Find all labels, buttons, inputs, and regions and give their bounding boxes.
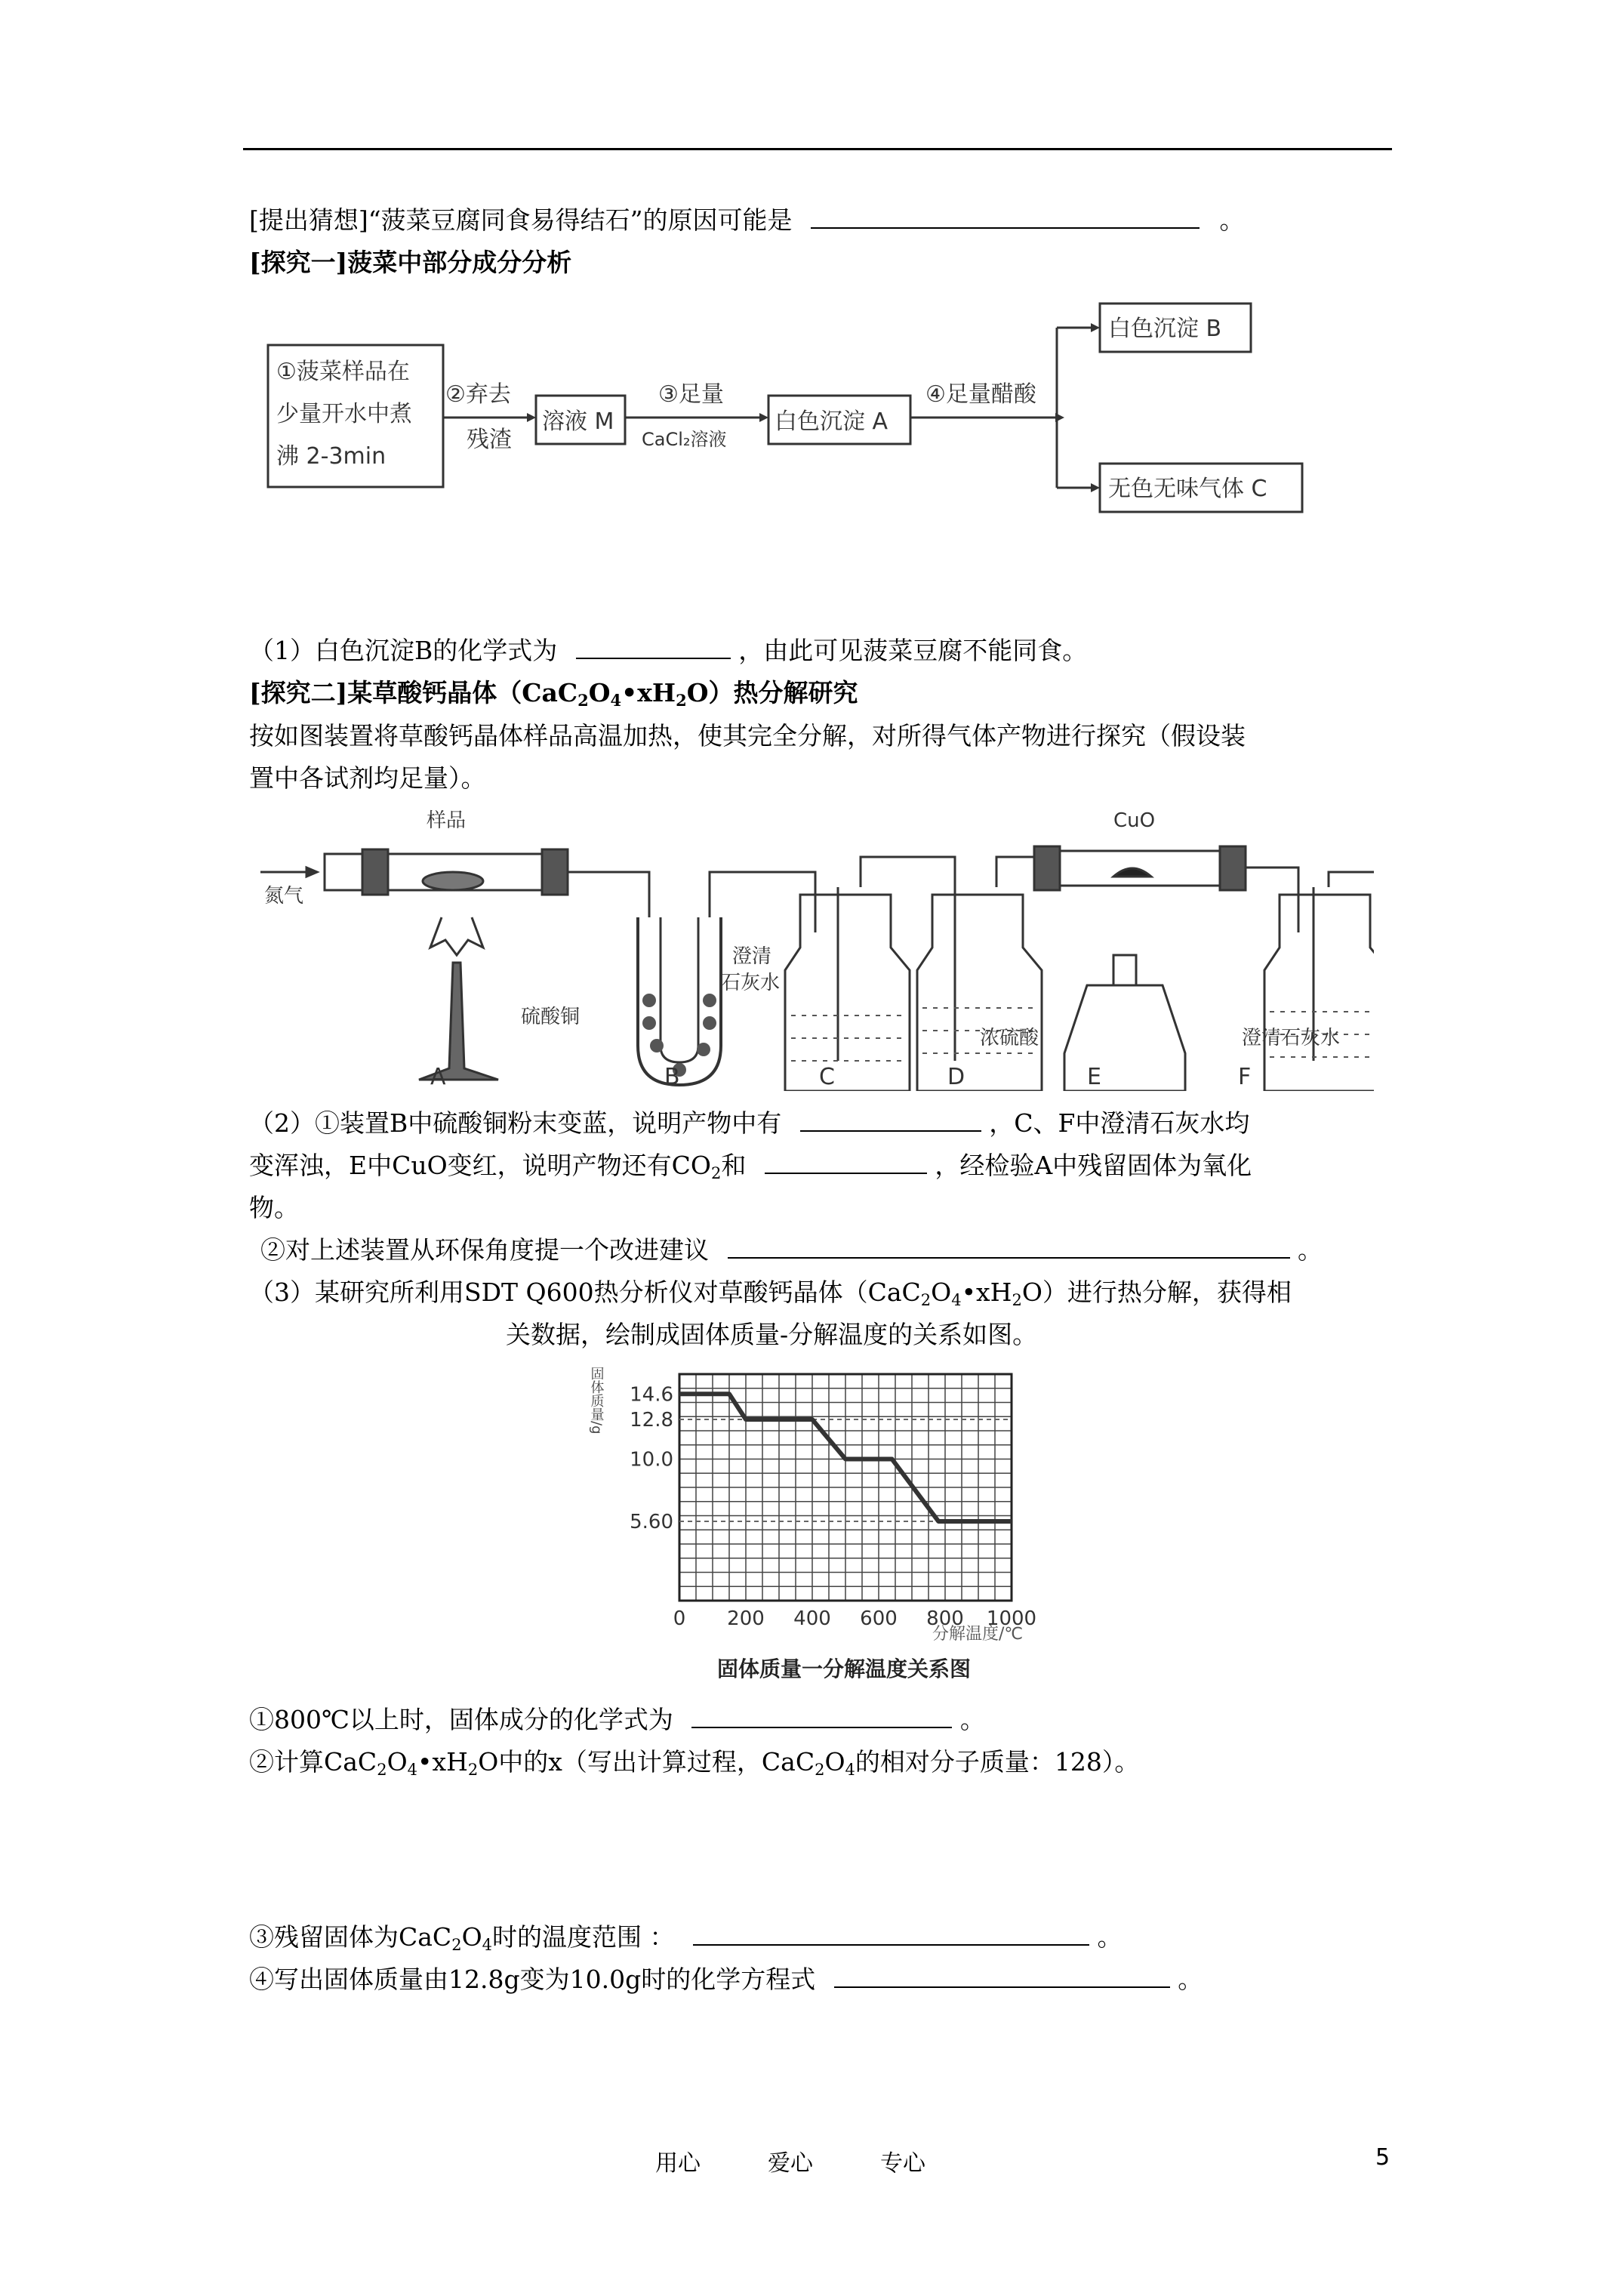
- label-b: B: [664, 1064, 680, 1090]
- text: 关数据，绘制成固体质量-分解温度的关系如图。: [506, 1320, 1038, 1349]
- flow-arrow1-top: ②弃去: [445, 381, 511, 408]
- flow-box2-label: 溶液 M: [542, 408, 614, 435]
- text: O: [931, 1277, 952, 1307]
- explore1-text: [探究一]菠菜中部分成分分析: [249, 248, 572, 277]
- label-d: D: [947, 1064, 965, 1090]
- label-cuo: CuO: [1113, 809, 1156, 832]
- answer-blank: [800, 1105, 981, 1132]
- chart-title: 固体质量一分解温度关系图: [717, 1657, 972, 1681]
- x-tick-label: 0: [673, 1607, 686, 1630]
- text: 。: [1178, 1965, 1203, 1994]
- q3-4-line: [249, 1957, 1203, 2002]
- subscript: 2: [815, 1761, 825, 1779]
- text: •xH: [621, 678, 676, 707]
- explore2-heading: [249, 670, 858, 716]
- stopper: [1034, 846, 1060, 890]
- guess-line: [249, 198, 1245, 243]
- subscript: 4: [951, 1291, 962, 1309]
- subscript: 2: [577, 691, 589, 710]
- stopper: [1220, 846, 1246, 890]
- q2-line-3: [249, 1185, 299, 1231]
- q1-text: （1）白色沉淀B的化学式为: [249, 636, 558, 665]
- label-limewater-c-1: 澄清: [732, 945, 772, 968]
- subscript: 2: [1012, 1291, 1022, 1309]
- text: 变浑浊，E中CuO变红，说明产物还有CO: [249, 1151, 711, 1180]
- explore2-desc-2: [249, 756, 486, 801]
- q2-line-4: [260, 1228, 1323, 1273]
- q3-1-line: [249, 1697, 985, 1743]
- subscript: 2: [467, 1761, 479, 1779]
- text: ③残留固体为CaC: [249, 1922, 452, 1952]
- guess-text: [提出猜想]“菠菜豆腐同食易得结石”的原因可能是: [249, 205, 793, 235]
- lamp-wick: [1113, 955, 1136, 985]
- mass-temperature-chart: [559, 1351, 1087, 1699]
- explore1-heading: [249, 240, 571, 285]
- x-tick-label: 600: [860, 1607, 898, 1630]
- label-a: A: [430, 1064, 446, 1090]
- text: 置中各试剂均足量）。: [249, 763, 486, 793]
- text: O）进行热分解，获得相: [1021, 1277, 1292, 1307]
- stopper: [542, 849, 568, 895]
- q3-3-line: [249, 1915, 1123, 1960]
- cuo-powder: [1113, 868, 1151, 877]
- apparatus-labels: [257, 1057, 1374, 1095]
- label-copper-sulfate: 硫酸铜: [521, 1006, 581, 1028]
- flow-box1-line1: ①菠菜样品在: [276, 359, 410, 385]
- answer-blank: [728, 1231, 1290, 1259]
- flow-arrow3-top: ④足量醋酸: [925, 381, 1036, 408]
- q2-line-2: [249, 1143, 1252, 1188]
- header-rule: [243, 148, 1392, 150]
- text: ①800℃以上时，固体成分的化学式为: [249, 1705, 673, 1734]
- answer-blank: [834, 1961, 1170, 1988]
- text: O: [824, 1747, 845, 1777]
- label-c: C: [819, 1064, 835, 1090]
- text: O: [588, 678, 611, 707]
- text: 的相对分子质量：128）。: [855, 1747, 1140, 1777]
- x-tick-label: 1000: [986, 1607, 1037, 1630]
- text: 时的温度范围 ：: [492, 1922, 675, 1952]
- text: ②对上述装置从环保角度提一个改进建议: [260, 1235, 709, 1265]
- tube-e: [1034, 851, 1246, 886]
- label-e: E: [1087, 1064, 1101, 1090]
- chart-grid: [679, 1374, 1012, 1601]
- page-number: 5: [1375, 2144, 1390, 2171]
- label-limewater-f: 澄清石灰水: [1242, 1027, 1341, 1049]
- label-nitrogen: 氮气: [264, 885, 304, 908]
- answer-blank: [691, 1701, 952, 1728]
- y-tick-label: 10.0: [630, 1448, 673, 1472]
- text: 物。: [249, 1193, 299, 1222]
- text: ④写出固体质量由12.8g变为10.0g时的化学方程式: [249, 1965, 816, 1994]
- y-tick-label: 12.8: [630, 1409, 673, 1432]
- footer-motto-3: 专心: [880, 2150, 925, 2177]
- q3-2-line: [249, 1740, 1139, 1785]
- text: 和: [721, 1151, 747, 1180]
- chart-ylabel: 固体质量/g: [588, 1367, 605, 1435]
- subscript: 4: [610, 691, 622, 710]
- text: （3）某研究所利用SDT Q600热分析仪对草酸钙晶体（CaC: [249, 1277, 921, 1307]
- text: ②计算CaC: [249, 1747, 377, 1777]
- x-tick-label: 200: [727, 1607, 765, 1630]
- x-tick-label: 400: [793, 1607, 831, 1630]
- explore2-desc-1: [249, 713, 1246, 759]
- flow-arrow1-bottom: 残渣: [467, 427, 512, 453]
- flow-chart: [264, 296, 1336, 530]
- text: 按如图装置将草酸钙晶体样品高温加热，使其完全分解，对所得气体产物进行探究（假设装: [249, 721, 1246, 750]
- flow-arrow2-bottom: CaCl₂溶液: [642, 429, 727, 450]
- text: 。: [1298, 1235, 1323, 1265]
- subscript: 2: [377, 1761, 387, 1779]
- y-tick-label: 14.6: [630, 1383, 673, 1407]
- subscript: 2: [676, 691, 687, 710]
- period: 。: [1219, 205, 1245, 235]
- label-sample: 样品: [427, 809, 467, 832]
- answer-blank: [765, 1147, 927, 1174]
- answer-blank: [811, 202, 1200, 229]
- y-tick-label: 5.60: [630, 1511, 673, 1533]
- q3-line-1: [249, 1270, 1292, 1315]
- flow-box5-label: 无色无味气体 C: [1108, 476, 1267, 502]
- text: ，经检验A中残留固体为氧化: [935, 1151, 1252, 1180]
- flow-box1-line2: 少量开水中煮: [276, 401, 412, 427]
- subscript: 2: [920, 1291, 932, 1309]
- answer-blank: [576, 632, 731, 659]
- text: ，C、F中澄清石灰水均: [989, 1108, 1250, 1138]
- text: O中的x（写出计算过程，CaC: [478, 1747, 815, 1777]
- label-f: F: [1238, 1064, 1252, 1090]
- chart-ticks: [630, 1383, 1036, 1630]
- subscript: 4: [407, 1761, 417, 1779]
- q1-text-end: ，由此可见菠菜豆腐不能同食。: [738, 636, 1088, 665]
- x-tick-label: 800: [926, 1607, 964, 1630]
- chart-xlabel: 分解温度/℃: [932, 1625, 1024, 1644]
- text: •xH: [961, 1277, 1012, 1307]
- text: •xH: [417, 1747, 468, 1777]
- text: O: [387, 1747, 408, 1777]
- q3-line-2: [506, 1312, 1037, 1358]
- label-limewater-c-2: 石灰水: [721, 972, 781, 994]
- sample-powder: [423, 872, 483, 890]
- label-conc-acid: 浓硫酸: [980, 1027, 1039, 1049]
- q1-line: [249, 628, 1087, 673]
- text: [探究二]某草酸钙晶体（CaC: [249, 678, 578, 707]
- flow-box1-line3: 沸 2-3min: [276, 443, 387, 470]
- apparatus-diagram: [257, 804, 1374, 1091]
- text: （2）①装置B中硫酸铜粉末变蓝，说明产物中有: [249, 1108, 782, 1138]
- stopper: [362, 849, 388, 895]
- answer-blank: [693, 1918, 1089, 1946]
- subscript: 2: [451, 1936, 462, 1954]
- flow-box4-label: 白色沉淀 B: [1108, 316, 1222, 342]
- subscript: 4: [845, 1761, 855, 1779]
- q2-line-1: [249, 1101, 1249, 1146]
- text: O: [461, 1922, 482, 1952]
- subscript: 2: [710, 1164, 722, 1182]
- text: 。: [959, 1705, 985, 1734]
- text: O）热分解研究: [686, 678, 858, 707]
- footer-motto-2: 爱心: [768, 2150, 813, 2177]
- flame: [430, 917, 483, 955]
- text: 。: [1097, 1922, 1123, 1952]
- subscript: 4: [482, 1936, 492, 1954]
- footer-motto-1: 用心: [655, 2150, 701, 2177]
- flow-box3-label: 白色沉淀 A: [775, 408, 888, 435]
- flow-arrow2-top: ③足量: [658, 381, 724, 408]
